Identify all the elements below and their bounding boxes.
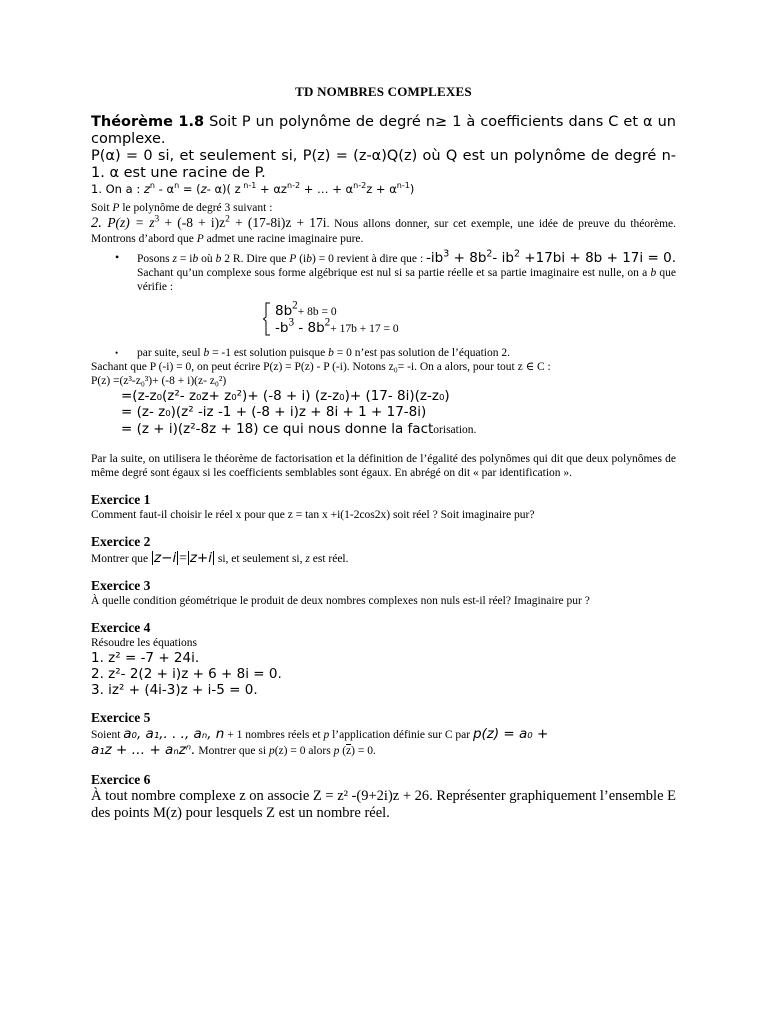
equation-system xyxy=(263,299,676,338)
theorem-line1: Théorème 1.8 Soit P un polynôme de degré n≥ 1 à coefficients dans C et α un complexe. xyxy=(91,114,676,147)
system-line1: $8b^2+ 8b = 0$ xyxy=(275,299,337,319)
system-line2: $-b^3 - 8b^2+ 17b + 17 = 0$ xyxy=(275,316,399,336)
exercise-6-text: À tout nombre complexe z on associe Z = z² -(9+2i)z + 26. Représenter graphiquement l’ensemble E des points M(z) pour lesquels Z est un nombre réel. xyxy=(91,788,676,821)
bullet-marker: • xyxy=(115,348,119,358)
exercise-2-title: Exercice 2 xyxy=(91,534,151,549)
exercise-2 xyxy=(91,534,676,566)
poly-statement: 2. $P(z) = z^3 + (-8 + i)z^2 + (17-8i)z + 17i$. Nous allons donner, sur cet exemple, une idée de preuve du théorème. Montrons d’abord que P admet une racine imaginaire pure. xyxy=(91,214,676,245)
factor-intro: Sachant que P (-i) = 0, on peut écrire P(z) = P(z) - P (-i). Notons z₀= -i. On a alors, pour tout z ∈ C : xyxy=(91,361,551,373)
exercise-4 xyxy=(91,620,676,698)
exercise-5-line1: Soient a₀, a₁,. . ., aₙ, n + 1 nombres réels et p l’application définie sur C par p(z) = a₀ + xyxy=(91,726,549,742)
factor-line4: = (z + i)(z²-8z + 18) ce qui nous donne la factorisation. xyxy=(121,421,477,437)
par-suite-paragraph: Par la suite, on utilisera le théorème de factorisation et la définition de l’égalité des polynômes qui dit que deux polynômes de même degré sont égaux si les coefficients semblables sont égaux. En abrégé on dit « par identification ». xyxy=(91,453,676,479)
exercise-1 xyxy=(91,492,676,522)
theorem-line2: P(α) = 0 si, et seulement si, P(z) = (z-α)Q(z) où Q est un polynôme de degré n-1. α est une racine de P. xyxy=(91,148,676,181)
exercise-6 xyxy=(91,772,676,822)
exercise-4-eq3: 3. iz² + (4i-3)z + i-5 = 0. xyxy=(91,682,258,698)
exercise-5 xyxy=(91,710,676,758)
exercise-5-line2: a₁z + … + aₙzⁿ. Montrer que si p(z) = 0 alors p $(\overline{z}) = 0$. xyxy=(91,742,376,758)
factor-line1: P(z) =(z³-z₀³)+ (-8 + i)(z- z₀²) xyxy=(91,375,227,387)
exercise-1-title: Exercice 1 xyxy=(91,492,151,507)
left-brace-icon xyxy=(263,302,271,336)
exercise-4-eq2: 2. z²- 2(2 + i)z + 6 + 8i = 0. xyxy=(91,666,282,682)
exercise-4-intro: Résoudre les équations xyxy=(91,637,198,649)
theorem-label: Théorème 1.8 xyxy=(91,114,205,130)
document-title: TD NOMBRES COMPLEXES xyxy=(295,84,472,99)
exercise-1-text: Comment faut-il choisir le réel x pour que z = tan x +i(1-2cos2x) soit réel ? Soit imaginaire pur? xyxy=(91,509,535,521)
exercise-3 xyxy=(91,578,676,608)
factor-line2: =(z-z₀(z²- z₀z+ z₀²)+ (-8 + i) (z-z₀)+ (17- 8i)(z-z₀) xyxy=(121,388,450,404)
document-page xyxy=(91,84,676,822)
exercise-5-title: Exercice 5 xyxy=(91,710,151,725)
theorem-block xyxy=(91,114,676,182)
bullet-marker: • xyxy=(115,250,120,264)
on-a-formula: 1. On a : $z^n - \alpha^n = (z-$ α)( z $^{n-1} + \alpha z^{n-2}$ + … + $\alpha^{n-2}z + \alpha^{n-1}$) xyxy=(91,181,415,196)
bullet-posons: • Posons z = ib où b 2 R. Dire que P (ib) = 0 revient à dire que : $-ib^3 + 8b^2-$ $ib^2 +17bi + 8b + 17i = 0$. Sachant qu’un complexe sous forme algébrique est nul si sa partie réelle et sa partie imaginaire est nulle, on a b que vérifie : xyxy=(115,248,676,293)
exercise-6-title: Exercice 6 xyxy=(91,772,151,787)
factor-line3: = (z- z₀)(z² -iz -1 + (-8 + i)z + 8i + 1 + 17-8i) xyxy=(121,404,427,420)
exercise-3-text: À quelle condition géométrique le produit de deux nombres complexes non nuls est-il réel? Imaginaire pur ? xyxy=(91,595,590,607)
exercise-3-title: Exercice 3 xyxy=(91,578,151,593)
exercise-2-text: Montrer que z−i = z+i si, et seulement si, z est réel. xyxy=(91,550,349,566)
exercise-4-eq1: 1. z² = -7 + 24i. xyxy=(91,650,200,666)
exercise-4-title: Exercice 4 xyxy=(91,620,151,635)
poly-intro: Soit P le polynôme de degré 3 suivant : xyxy=(91,202,273,214)
bullet-par-suite: • par suite, seul b = -1 est solution puisque b = 0 n’est pas solution de l’équation 2. xyxy=(115,347,510,359)
